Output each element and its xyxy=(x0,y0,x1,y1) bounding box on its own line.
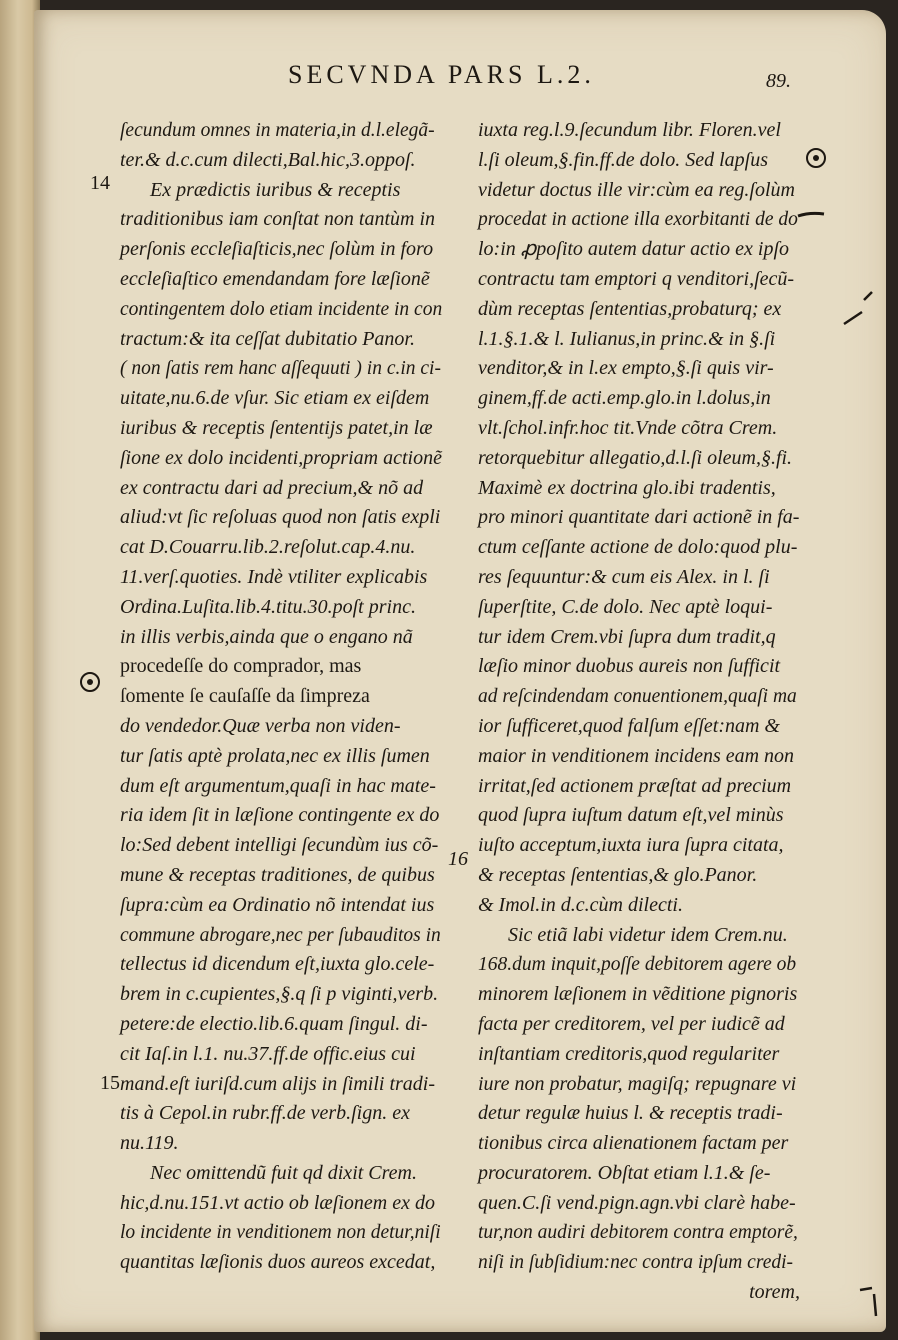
text-line: lo:Sed debent intelligi ſecundùm ius cõ- xyxy=(120,834,439,857)
text-line: lo:in ꝓpoſito autem datur actio ex ipſo xyxy=(478,238,790,261)
text-line: ex contractu dari ad precium,& nõ ad xyxy=(120,476,424,499)
text-line: do vendedor.Quæ verba non viden- xyxy=(120,714,401,737)
margin-number-16: 16 xyxy=(448,848,468,870)
text-line: procuratorem. Obſtat etiam l.1.& ſe- xyxy=(478,1161,771,1184)
text-line: maior in venditionem incidens eam non xyxy=(478,744,795,767)
text-line: dùm receptas ſententias,probaturq; ex xyxy=(478,297,782,320)
text-line: tur idem Crem.vbi ſupra dum tradit,q xyxy=(478,625,776,648)
margin-circle-mark-right xyxy=(806,148,826,168)
text-line: hic,d.nu.151.vt actio ob læſionem ex do xyxy=(120,1191,435,1214)
page-number: 89. xyxy=(766,70,791,92)
text-line: mand.eſt iuriſd.cum alijs in ſimili tradi- xyxy=(120,1072,435,1095)
text-line: & Imol.in d.c.cùm dilecti. xyxy=(478,893,683,916)
text-line: iuribus & receptis ſententijs patet,in læ xyxy=(120,416,433,439)
text-line: Ex prædictis iuribus & receptis xyxy=(150,178,401,201)
text-line: ter.& d.c.cum dilecti,Bal.hic,3.oppoſ. xyxy=(120,148,416,171)
left-column xyxy=(120,116,442,1278)
text-line: contingentem dolo etiam incidente in con xyxy=(120,298,443,320)
text-line: Maximè ex doctrina glo.ibi tradentis, xyxy=(478,476,776,499)
text-line: petere:de electio.lib.6.quam ſingul. di- xyxy=(120,1012,428,1035)
text-line: contractu tam emptori q venditori,ſecũ- xyxy=(478,267,795,290)
text-line: res ſequuntur:& cum eis Alex. in l. ſi xyxy=(478,565,770,588)
text-line: venditor,& in l.ex empto,§.ſi quis vir- xyxy=(478,357,774,380)
text-line: iuſto acceptum,iuxta iura ſupra citata, xyxy=(478,834,784,857)
text-line: minorem læſionem in vẽditione pignoris xyxy=(478,983,798,1006)
text-line: ſuperſtite, C.de dolo. Nec aptè loqui- xyxy=(478,595,773,618)
text-line: ſupra:cùm ea Ordinatio nõ intendat ius xyxy=(120,893,435,916)
text-line: procedat in actione illa exorbitanti de do xyxy=(478,209,798,231)
text-line: ſione ex dolo incidenti,propriam actionẽ xyxy=(120,446,442,469)
text-line: ior ſufficeret,quod falſum eſſet:nam & xyxy=(478,714,780,737)
text-line: Sic etiã labi videtur idem Crem.nu. xyxy=(508,923,788,946)
text-line: pro minori quantitate dari actionẽ in fa- xyxy=(478,506,800,529)
text-line: læſio minor duobus aureis non ſufficit xyxy=(478,655,781,678)
text-line: iuxta reg.l.9.ſecundum libr. Floren.vel xyxy=(478,119,781,141)
text-line: brem in c.cupientes,§.q ſi p viginti,verb. xyxy=(120,983,439,1006)
text-line: quantitas læſionis duos aureos excedat, xyxy=(120,1251,436,1274)
text-line: 11.verſ.quoties. Indè vtiliter explicabis xyxy=(120,565,428,588)
text-line: Nec omittendũ fuit qd dixit Crem. xyxy=(150,1161,418,1184)
text-line: nu.119. xyxy=(120,1132,179,1155)
text-line: vlt.ſchol.infr.hoc tit.Vnde cõtra Crem. xyxy=(478,416,778,439)
text-line: iure non probatur, magiſq; repugnare vi xyxy=(478,1072,797,1095)
text-line: ſomente ſe cauſaſſe da ſimpreza xyxy=(120,685,370,708)
text-line: tionibus circa alienationem factam per xyxy=(478,1132,789,1155)
text-line: niſi in ſubſidium:nec contra ipſum credi- xyxy=(478,1252,794,1274)
text-line: inſtantiam creditoris,quod regulariter xyxy=(478,1042,780,1065)
text-line: eccleſiaſtico emendandam fore læſionẽ xyxy=(120,267,430,290)
text-line: l.1.§.1.& l. Iulianus,in princ.& in §.ſi xyxy=(478,327,776,350)
text-line: & receptas ſententias,& glo.Panor. xyxy=(478,863,758,886)
text-line: cit Iaſ.in l.1. nu.37.ff.de offic.eius cui xyxy=(120,1042,416,1065)
text-line: tis à Cepol.in rubr.ff.de verb.ſign. ex xyxy=(120,1102,410,1125)
text-line: tur,non audiri debitorem contra emptorẽ, xyxy=(478,1222,798,1244)
margin-number-15: 15 xyxy=(100,1072,120,1094)
pen-dash-mark xyxy=(796,204,826,224)
text-line: uitate,nu.6.de vſur. Sic etiam ex eiſdem xyxy=(120,387,430,410)
catchword: torem, xyxy=(749,1281,800,1304)
text-line: aliud:vt ſic reſoluas quod non ſatis expli xyxy=(120,506,441,529)
corner-mark xyxy=(856,1286,886,1322)
text-line: tractum:& ita ceſſat dubitatio Panor. xyxy=(120,327,415,350)
text-line: quod ſupra iuſtum datum eſt,vel minùs xyxy=(478,804,784,827)
text-line: tur ſatis aptè prolata,nec ex illis ſumen xyxy=(120,744,430,767)
text-line: ginem,ff.de acti.emp.glo.in l.dolus,in xyxy=(478,387,771,410)
pen-slash-mark xyxy=(840,290,880,330)
margin-number-14: 14 xyxy=(90,172,110,194)
text-line: procedeſſe do comprador, mas xyxy=(120,655,362,678)
text-line: ( non ſatis rem hanc aſſequuti ) in c.in ci- xyxy=(120,358,441,380)
text-line: irritat,ſed actionem præſtat ad precium xyxy=(478,774,792,797)
text-line: ria idem ſit in læſione contingente ex do xyxy=(120,804,440,827)
text-line: l.ſi oleum,§.fin.ff.de dolo. Sed lapſus xyxy=(478,148,768,171)
text-line: perſonis eccleſiaſticis,nec ſolùm in foro xyxy=(120,238,434,261)
text-line: quen.C.ſi vend.pign.agn.vbi clarè habe- xyxy=(478,1191,796,1214)
text-line: ad reſcindendam conuentionem,quaſi ma xyxy=(478,686,797,708)
right-column xyxy=(478,116,800,1308)
text-line: dum eſt argumentum,quaſi in hac mate- xyxy=(120,774,436,797)
text-line: traditionibus iam conſtat non tantùm in xyxy=(120,208,436,231)
text-line: ctum ceſſante actione de dolo:quod plu- xyxy=(478,536,798,559)
text-line: detur regulæ huius l. & receptis tradi- xyxy=(478,1102,783,1125)
text-line: 168.dum inquit,poſſe debitorem agere ob xyxy=(478,954,797,976)
text-line: in illis verbis,ainda que o engano nã xyxy=(120,625,413,648)
running-head xyxy=(0,54,898,94)
text-line: videtur doctus ille vir:cùm ea reg.ſolùm xyxy=(478,178,795,201)
text-line: facta per creditorem, vel per iudicẽ ad xyxy=(478,1012,785,1035)
text-line: commune abrogare,nec per ſubauditos in xyxy=(120,924,441,946)
text-line: mune & receptas traditiones, de quibus xyxy=(120,863,435,886)
margin-circle-mark-left xyxy=(80,672,100,692)
text-line: tellectus id dicendum eſt,iuxta glo.cele- xyxy=(120,953,435,976)
text-line: lo incidente in venditionem non detur,niſi xyxy=(120,1222,441,1244)
text-line: Ordina.Luſita.lib.4.titu.30.poſt princ. xyxy=(120,595,416,618)
running-title: SECVNDA PARS L.2. xyxy=(288,60,595,89)
text-line: cat D.Couarru.lib.2.reſolut.cap.4.nu. xyxy=(120,536,416,559)
text-line: ſecundum omnes in materia,in d.l.elegã- xyxy=(120,120,435,141)
text-line: retorquebitur allegatio,d.l.ſi oleum,§.fi. xyxy=(478,446,793,469)
